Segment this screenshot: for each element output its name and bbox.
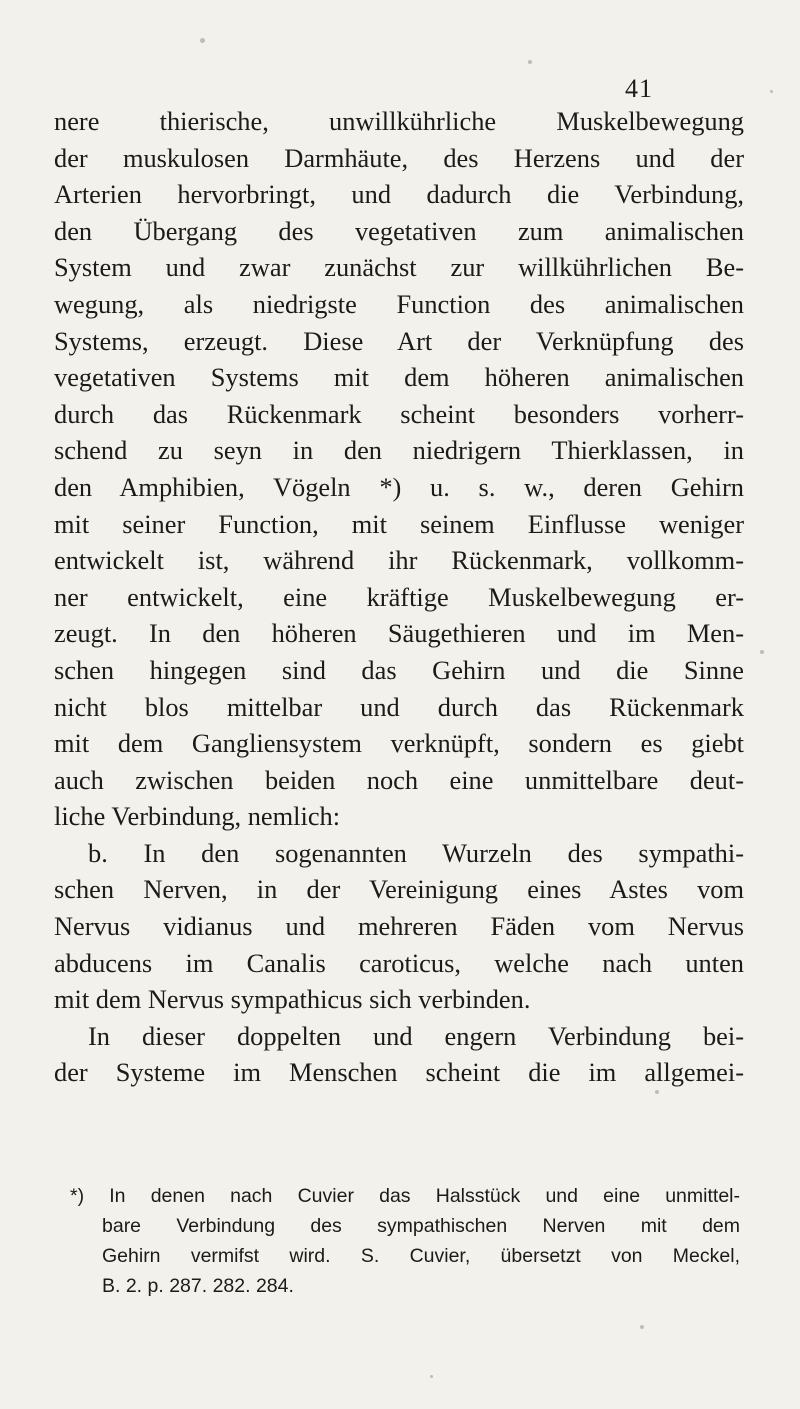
- footnote-line: bare Verbindung des sympathischen Nerven mit dem: [102, 1215, 740, 1237]
- footnote: [70, 1181, 740, 1301]
- text-line: ner entwickelt, eine kräftige Muskelbewegung er-: [54, 581, 744, 612]
- text-line: System und zwar zunächst zur willkührlichen Be-: [54, 252, 744, 283]
- text-line: vegetativen Systems mit dem höheren animalischen: [54, 362, 744, 393]
- text-line: b. In den sogenannten Wurzeln des sympathi-: [88, 837, 744, 868]
- text-line: nere thierische, unwillkührliche Muskelbewegung: [54, 106, 744, 136]
- text-line: auch zwischen beiden noch eine unmittelbare deut-: [54, 764, 744, 795]
- paper-speck: [770, 90, 773, 93]
- paper-speck: [760, 650, 764, 654]
- text-line: durch das Rückenmark scheint besonders vorherr-: [54, 398, 744, 429]
- footnote-line: Gehirn vermifst wird. S. Cuvier, übersetzt von Meckel,: [102, 1245, 740, 1267]
- paper-speck: [528, 60, 532, 64]
- text-line: mit dem Gangliensystem verknüpft, sondern es giebt: [54, 728, 744, 759]
- paper-speck: [200, 38, 205, 43]
- footnote-line: *) In denen nach Cuvier das Halsstück und eine unmittel-: [70, 1185, 740, 1207]
- text-line: Systems, erzeugt. Diese Art der Verknüpfung des: [54, 325, 744, 356]
- text-line: schen Nerven, in der Vereinigung eines Astes vom: [54, 874, 744, 905]
- text-line: schend zu seyn in den niedrigern Thierklassen, in: [54, 435, 744, 466]
- paper-speck: [655, 1090, 659, 1094]
- text-line: mit seiner Function, mit seinem Einflusse weniger: [54, 508, 744, 539]
- text-line: nicht blos mittelbar und durch das Rückenmark: [54, 691, 744, 722]
- text-line: schen hingegen sind das Gehirn und die Sinne: [54, 654, 744, 685]
- text-line: Arterien hervorbringt, und dadurch die Verbindung,: [54, 179, 744, 210]
- text-line: mit dem Nervus sympathicus sich verbinden.: [54, 984, 531, 1015]
- text-line: den Amphibien, Vögeln *) u. s. w., deren Gehirn: [54, 471, 744, 502]
- text-line: wegung, als niedrigste Function des animalischen: [54, 288, 744, 319]
- body-text: [54, 103, 744, 1091]
- paper-speck: [640, 1325, 644, 1329]
- text-line: entwickelt ist, während ihr Rückenmark, vollkomm-: [54, 545, 744, 576]
- text-line: der muskulosen Darmhäute, des Herzens und der: [54, 142, 744, 173]
- paper-speck: [430, 1375, 433, 1378]
- text-line: Nervus vidianus und mehreren Fäden vom Nervus: [54, 911, 744, 942]
- text-line: den Übergang des vegetativen zum animalischen: [54, 215, 744, 246]
- text-line: zeugt. In den höheren Säugethieren und im Men-: [54, 618, 744, 649]
- text-line: der Systeme im Menschen scheint die im allgemei-: [54, 1057, 744, 1088]
- footnote-line: B. 2. p. 287. 282. 284.: [102, 1275, 294, 1297]
- page-number: 41: [625, 74, 653, 103]
- text-line: liche Verbindung, nemlich:: [54, 801, 341, 832]
- text-line: In dieser doppelten und engern Verbindung bei-: [88, 1020, 744, 1051]
- text-line: abducens im Canalis caroticus, welche nach unten: [54, 947, 744, 978]
